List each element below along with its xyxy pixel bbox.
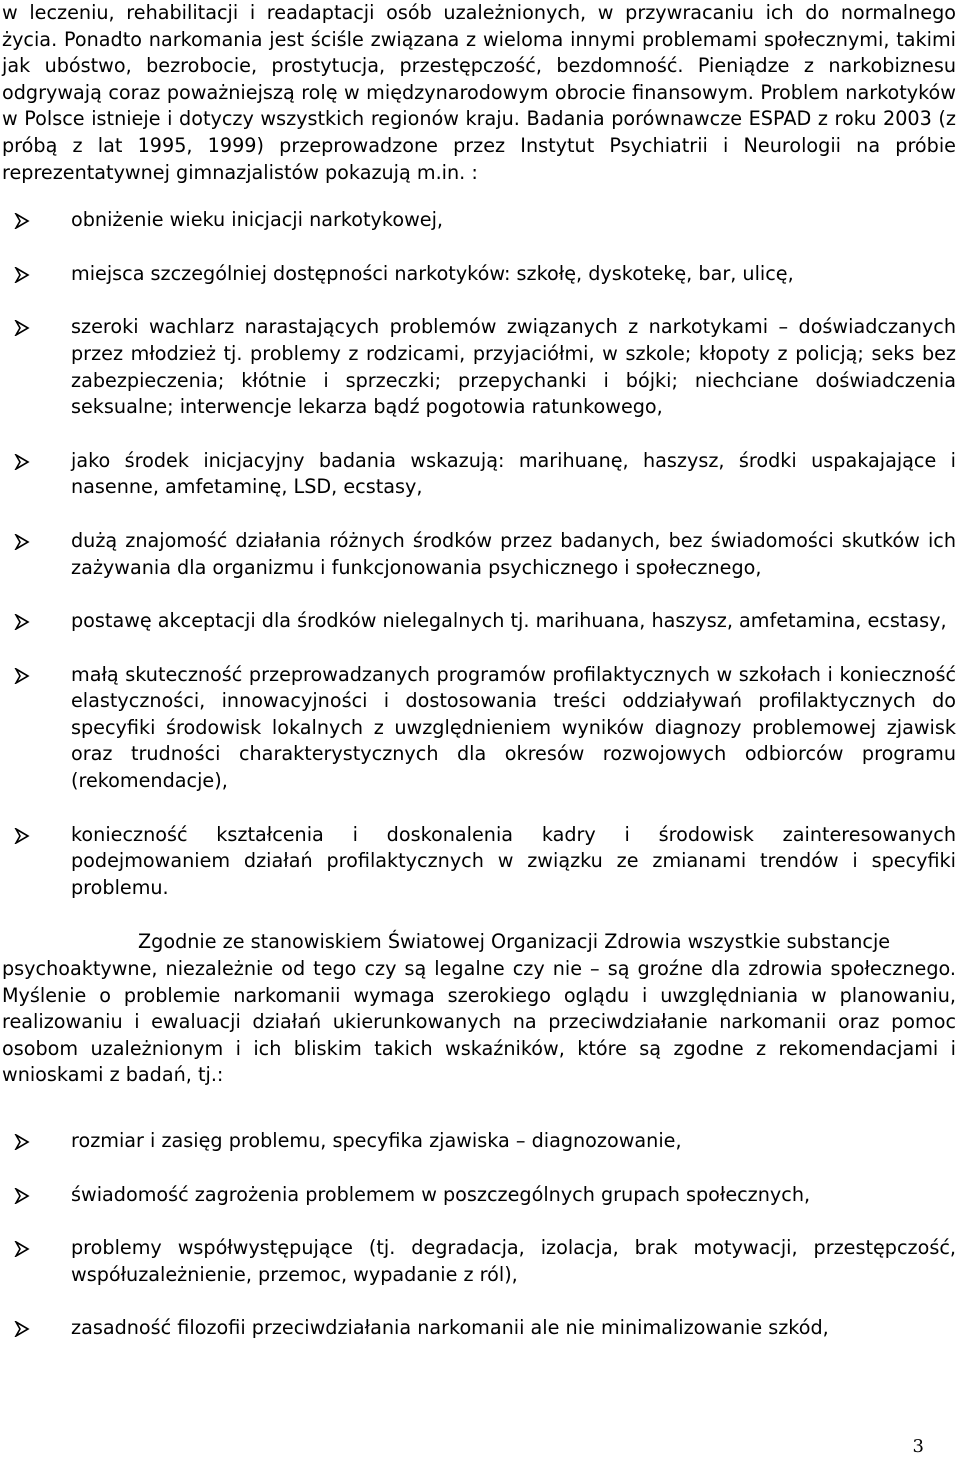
- list-item: [2, 1182, 956, 1209]
- list-item-text: małą skuteczność przeprowadzanych programów profilaktycznych w szkołach i konieczność elastyczności, innowacyjności i dostosowania treści oddziaływań profilaktycznych do specyfiki środowisk lokalnych z uwzględnieniem wyników diagnozy problemowej zjawisk oraz trudności charakterystycznych dla okresów rozwojowych odbiorców programu (rekomendacje),: [71, 662, 956, 793]
- who-paragraph-body: psychoaktywne, niezależnie od tego czy są legalne czy nie – są groźne dla zdrowia społecznego. Myślenie o problemie narkomanii wymaga szerokiego oglądu i uwzględniania w planowaniu, realizowaniu i ewaluacji działań ukierunkowanych na przeciwdziałanie narkomanii oraz pomoc osobom uzależnionym i ich bliskim takich wskaźników, które są zgodne z rekomendacjami i wnioskami z badań, tj.:: [2, 957, 956, 1087]
- list-item-text: dużą znajomość działania różnych środków przez badanych, bez świadomości skutków ich zażywania dla organizmu i funkcjonowania psychicznego i społecznego,: [71, 528, 956, 579]
- document-page: [2, 0, 956, 1342]
- arrowhead-bullet-icon: [14, 320, 30, 336]
- arrowhead-bullet-icon: [14, 668, 30, 684]
- arrowhead-bullet-icon: [14, 1321, 30, 1337]
- arrowhead-bullet-icon: [14, 267, 30, 283]
- list-item: [2, 314, 956, 420]
- list-item-text: szeroki wachlarz narastających problemów związanych z narkotykami – doświadczanych przez młodzież tj. problemy z rodzicami, przyjaciółmi, w szkole; kłopoty z policją; seks bez zabezpieczenia; kłótnie i sprzeczki; przepychanki i bójki; niechciane doświadczenia seksualne; interwencje lekarza bądź pogotowia ratunkowego,: [71, 315, 956, 419]
- list-item: [2, 662, 956, 795]
- arrowhead-bullet-icon: [14, 828, 30, 844]
- list-item: [2, 448, 956, 501]
- list-item-text: jako środek inicjacyjny badania wskazują: marihuanę, haszysz, środki uspakajające i nasenne, amfetaminę, LSD, ecstasy,: [71, 448, 956, 499]
- list-item-text: świadomość zagrożenia problemem w poszczególnych grupach społecznych,: [71, 1182, 811, 1206]
- list-item: [2, 608, 956, 635]
- list-item: [2, 1235, 956, 1288]
- arrowhead-bullet-icon: [14, 1241, 30, 1257]
- who-paragraph-first-line: Zgodnie ze stanowiskiem Światowej Organizacji Zdrowia wszystkie substancje: [138, 930, 891, 954]
- list-item: [2, 528, 956, 581]
- list-item-text: konieczność kształcenia i doskonalenia kadry i środowisk zainteresowanych podejmowaniem działań profilaktycznych w związku ze zmianami trendów i specyfiki problemu.: [71, 822, 956, 899]
- arrowhead-bullet-icon: [14, 213, 30, 229]
- findings-list: [2, 207, 956, 901]
- list-item-text: zasadność filozofii przeciwdziałania narkomanii ale nie minimalizowanie szkód,: [71, 1316, 829, 1340]
- who-paragraph: [2, 929, 956, 1089]
- list-item-text: postawę akceptacji dla środków nielegalnych tj. marihuana, haszysz, amfetamina, ecstasy,: [71, 609, 947, 633]
- indicators-list: [2, 1128, 956, 1342]
- list-item: [2, 207, 956, 234]
- list-item-text: obniżenie wieku inicjacji narkotykowej,: [71, 208, 444, 232]
- list-item-text: rozmiar i zasięg problemu, specyfika zjawiska – diagnozowanie,: [71, 1129, 682, 1152]
- intro-paragraph: w leczeniu, rehabilitacji i readaptacji osób uzależnionych, w przywracaniu ich do normalnego życia. Ponadto narkomania jest ściśle związana z wieloma innymi problemami społecznymi, takimi jak ubóstwo, bezrobocie, prostytucja, przestępczość, bezdomność. Pieniądze z narkobiznesu odgrywają coraz poważniejszą rolę w międzynarodowym obrocie finansowym. Problem narkotyków w Polsce istnieje i dotyczy wszystkich regionów kraju. Badania porównawcze ESPAD z roku 2003 (z próbą z lat 1995, 1999) przeprowadzone przez Instytut Psychiatrii i Neurologii na próbie reprezentatywnej gimnazjalistów pokazują m.in. :: [2, 1, 956, 184]
- list-item: [2, 822, 956, 902]
- list-item: [2, 1315, 956, 1342]
- arrowhead-bullet-icon: [14, 1134, 30, 1150]
- arrowhead-bullet-icon: [14, 614, 30, 630]
- list-item-text: problemy współwystępujące (tj. degradacja, izolacja, brak motywacji, przestępczość, współuzależnienie, przemoc, wypadanie z ról),: [71, 1236, 956, 1286]
- list-item: [2, 261, 956, 288]
- page-number: 3: [912, 1436, 924, 1457]
- list-item-text: miejsca szczególniej dostępności narkotyków: szkołę, dyskotekę, bar, ulicę,: [71, 261, 794, 285]
- arrowhead-bullet-icon: [14, 1188, 30, 1204]
- arrowhead-bullet-icon: [14, 534, 30, 550]
- arrowhead-bullet-icon: [14, 454, 30, 470]
- list-item: [2, 1128, 956, 1155]
